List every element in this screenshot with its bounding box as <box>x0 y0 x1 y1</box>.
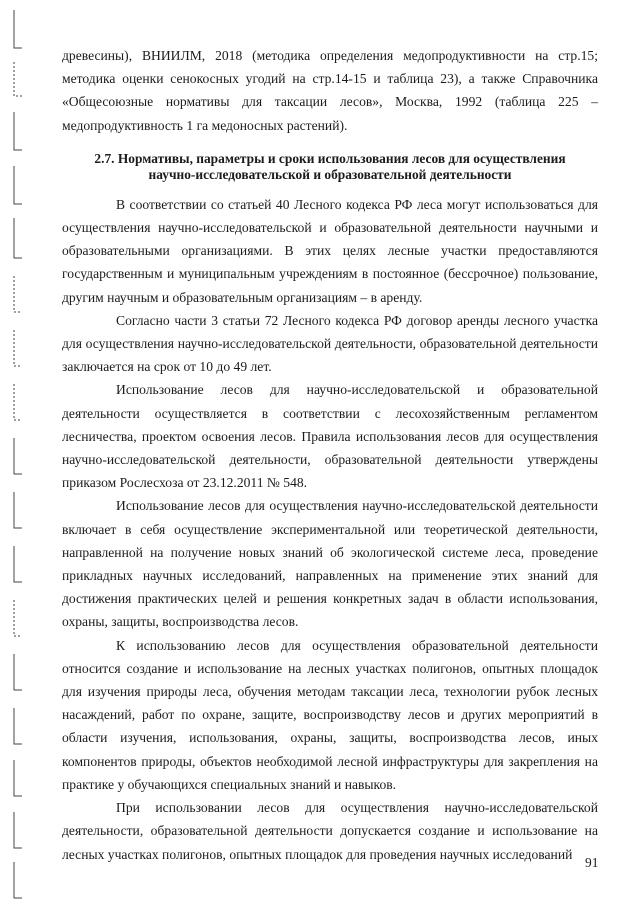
section-heading-line-1: 2.7. Нормативы, параметры и сроки использования лесов для осуществления <box>94 150 566 166</box>
paragraph-5: К использованию лесов для осуществления образовательной деятельности относится создание и использование на лесных участках полигонов, опытных площадок для изучения природы леса, обучения методам таксации леса, технологии рубок лесных насаждений, работ по охране, защите, воспроизводству лесов и других мероприятий в области изучения, использования, охраны, защиты, воспроизводства лесов, иных компонентов природы, объектов необходимой лесной инфраструктуры для закрепления на практике у обучающихся специальных знаний и навыков. <box>62 637 598 792</box>
page-number: 91 <box>585 855 599 870</box>
paragraph-6: При использовании лесов для осуществления научно-исследовательской деятельности, образовательной деятельности допускается создание и использование на лесных участках полигонов, опытных площадок для проведения научных исследований <box>62 800 598 862</box>
paragraph-2: Согласно части 3 статьи 72 Лесного кодекса РФ договор аренды лесного участка для осуществления научно-исследовательской деятельности, образовательной деятельности заключается на срок от 10 до 49 лет. <box>62 312 598 375</box>
section-heading-line-2: научно-исследовательской и образовательной деятельности <box>148 166 512 182</box>
paragraph-1: В соответствии со статьей 40 Лесного кодекса РФ леса могут использоваться для осуществления научно-исследовательской и образовательной деятельности научными и образовательными организациями. В этих целях лесные участки предоставляются государственным и муниципальным учреждениям в постоянное (бессрочное) пользование, другим научным и образовательным организациям – в аренду. <box>62 196 598 305</box>
section-heading <box>62 151 598 183</box>
document-page <box>62 44 598 866</box>
binding-margin-marks <box>0 0 40 905</box>
paragraph-continued: древесины), ВНИИЛМ, 2018 (методика определения медопродуктивности на стр.15; методика оценки сенокосных угодий на стр.14-15 и таблица 23), а также Справочника «Общесоюзные нормативы для таксации лесов», Москва, 1992 (таблица 225 – медопродуктивность 1 га медоносных растений). <box>62 48 598 133</box>
paragraph-3: Использование лесов для научно-исследовательской и образовательной деятельности осуществляется в соответствии с лесохозяйственным регламентом лесничества, проектом освоения лесов. Правила использования лесов для осуществления научно-исследовательской деятельности, образовательной деятельности утверждены приказом Рослесхоза от 23.12.2011 № 548. <box>62 382 598 491</box>
paragraph-4: Использование лесов для осуществления научно-исследовательской деятельности включает в себя осуществление экспериментальной или теоретической деятельности, направленной на получение новых знаний об экологической системе леса, проведение прикладных научных исследований, направленных на применение этих знаний для достижения практических целей и решения конкретных задач в области использования, охраны, защиты, воспроизводства лесов. <box>62 498 598 630</box>
